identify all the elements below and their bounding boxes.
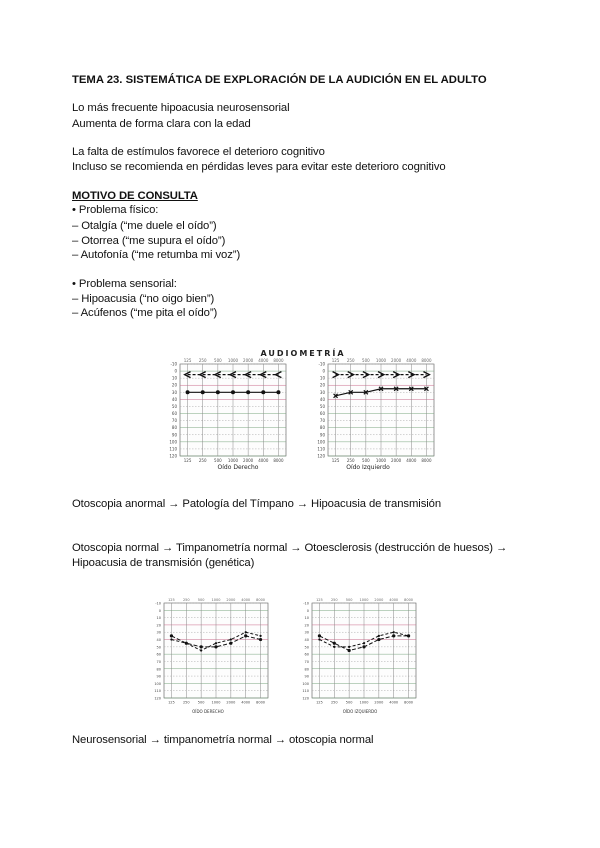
physical-item-otalgia: – Otalgía (“me duele el oído”) <box>72 220 217 232</box>
x-tick-label-top: 500 <box>345 598 353 602</box>
y-tick-label: 100 <box>154 681 161 686</box>
sensorial-item-hipoacusia: – Hipoacusia (“no oigo bien”) <box>72 293 215 305</box>
y-tick-label: 50 <box>171 403 177 409</box>
intro-line-1: Lo más frecuente hipoacusia neurosensorial <box>72 102 290 114</box>
x-tick-label-top: 4000 <box>241 598 251 602</box>
otosclerosis-left-ear <box>302 598 416 705</box>
y-tick-label: 40 <box>156 638 161 643</box>
data-point <box>215 642 217 644</box>
audiogram-right-ear-caption: Oído Derecho <box>217 464 259 471</box>
y-tick-label: 90 <box>304 674 309 679</box>
data-point <box>318 638 320 640</box>
otosclerosis-right-ear <box>154 598 268 705</box>
x-tick-label-top: 2000 <box>374 598 384 602</box>
data-point <box>276 390 280 394</box>
cognitive-line-1: La falta de estímulos favorece el deterioro cognitivo <box>72 146 325 158</box>
x-tick-label: 500 <box>345 700 353 705</box>
x-tick-label: 500 <box>362 458 370 463</box>
x-tick-label-top: 250 <box>182 598 190 602</box>
otosclerosis-figure <box>148 595 438 720</box>
y-tick-label: -10 <box>303 601 309 606</box>
otosclerosis-right-caption: OÍDO DERECHO <box>192 709 224 714</box>
y-tick-label: 110 <box>169 446 177 452</box>
x-tick-label: 125 <box>183 458 192 463</box>
y-tick-label: 60 <box>304 652 309 657</box>
audiogram-left-ear <box>317 358 434 463</box>
x-tick-label-top: 2000 <box>226 598 236 602</box>
y-tick-label: 100 <box>169 439 177 445</box>
x-tick-label: 2000 <box>226 700 236 705</box>
y-tick-label: 100 <box>317 439 325 445</box>
data-point <box>392 634 395 637</box>
audiogram-left-ear-caption: Oído Izquierdo <box>346 464 390 471</box>
x-tick-label: 1000 <box>375 458 387 463</box>
data-point <box>333 642 336 645</box>
data-point <box>214 645 217 648</box>
y-tick-label: 30 <box>304 630 309 635</box>
x-tick-label-top: 125 <box>316 598 323 602</box>
physical-header: • Problema físico: <box>72 204 159 216</box>
intro-line-2: Aumenta de forma clara con la edad <box>72 118 251 130</box>
x-tick-label-top: 8000 <box>404 598 414 602</box>
x-tick-label-top: 8000 <box>273 358 284 363</box>
otosclerosis-left-caption: OÍDO IZQUIERDO <box>342 709 378 714</box>
x-tick-label-top: 250 <box>198 358 207 363</box>
y-tick-label: 40 <box>304 638 309 643</box>
y-tick-label: 90 <box>156 674 161 679</box>
x-tick-label: 250 <box>198 458 207 463</box>
x-tick-label: 2000 <box>374 700 384 705</box>
y-tick-label: 120 <box>317 453 325 459</box>
y-tick-label: 60 <box>156 652 161 657</box>
x-tick-label: 1000 <box>211 700 221 705</box>
sensorial-header: • Problema sensorial: <box>72 278 177 290</box>
y-tick-label: 0 <box>158 608 161 613</box>
y-tick-label: 30 <box>319 389 325 395</box>
physical-item-autofonia: – Autofonía (“me retumba mi voz”) <box>72 249 241 261</box>
statement-otoscopia-normal-1: Otoscopia normal → Timpanometría normal → Otoesclerosis (destrucción de huesos) → <box>72 542 508 554</box>
data-point <box>246 390 250 394</box>
x-tick-label: 1000 <box>359 700 369 705</box>
y-tick-label: 80 <box>171 425 177 431</box>
y-tick-label: 110 <box>302 689 309 694</box>
data-point <box>201 390 205 394</box>
y-tick-label: -10 <box>155 601 161 606</box>
x-tick-label: 4000 <box>406 458 417 463</box>
data-point <box>230 638 232 640</box>
x-tick-label: 2000 <box>391 458 402 463</box>
x-tick-label: 8000 <box>273 458 284 463</box>
data-point <box>170 634 173 637</box>
x-tick-label: 500 <box>214 458 222 463</box>
y-tick-label: 10 <box>156 616 161 621</box>
page-title: TEMA 23. SISTEMÁTICA DE EXPLORACIÓN DE LA AUDICIÓN EN EL ADULTO <box>72 74 487 86</box>
y-tick-label: 80 <box>304 667 309 672</box>
data-point <box>393 631 395 633</box>
data-point <box>229 642 232 645</box>
x-tick-label: 8000 <box>256 700 266 705</box>
x-tick-label: 4000 <box>258 458 269 463</box>
x-tick-label-top: 2000 <box>243 358 254 363</box>
y-tick-label: 20 <box>156 623 161 628</box>
x-tick-label: 8000 <box>421 458 432 463</box>
y-tick-label: 40 <box>171 396 177 402</box>
y-tick-label: 70 <box>171 418 177 424</box>
x-tick-label-top: 8000 <box>256 598 266 602</box>
x-tick-label-top: 1000 <box>211 598 221 602</box>
data-point <box>245 631 247 633</box>
statement-neurosensorial: Neurosensorial → timpanometría normal → otoscopia normal <box>72 734 374 746</box>
data-point <box>318 634 321 637</box>
y-tick-label: -10 <box>318 361 325 367</box>
audiometry-heading: AUDIOMETRÍA <box>260 349 346 358</box>
y-tick-label: 10 <box>171 375 177 381</box>
y-tick-label: 70 <box>319 418 325 424</box>
y-tick-label: 10 <box>304 616 309 621</box>
data-point <box>362 645 365 648</box>
data-point <box>244 634 247 637</box>
x-tick-label: 250 <box>330 700 338 705</box>
y-tick-label: 70 <box>304 659 309 664</box>
y-tick-label: 60 <box>319 411 325 417</box>
x-tick-label: 250 <box>346 458 355 463</box>
y-tick-label: 50 <box>156 645 161 650</box>
data-point <box>261 390 265 394</box>
x-tick-label-top: 250 <box>330 598 338 602</box>
data-point <box>348 646 350 648</box>
x-tick-label-top: 125 <box>331 358 340 363</box>
cognitive-line-2: Incluso se recomienda en pérdidas leves para evitar este deterioro cognitivo <box>72 161 446 173</box>
x-tick-label-top: 4000 <box>406 358 417 363</box>
y-tick-label: 30 <box>171 389 177 395</box>
y-tick-label: 50 <box>319 403 325 409</box>
y-tick-label: 110 <box>317 446 325 452</box>
y-tick-label: 0 <box>306 608 309 613</box>
y-tick-label: 110 <box>154 689 161 694</box>
x-tick-label-top: 1000 <box>359 598 369 602</box>
x-tick-label: 500 <box>197 700 205 705</box>
x-tick-label-top: 125 <box>168 598 175 602</box>
y-tick-label: 0 <box>322 368 325 374</box>
x-tick-label: 4000 <box>241 700 251 705</box>
x-tick-label: 2000 <box>243 458 254 463</box>
y-tick-label: 120 <box>169 453 177 459</box>
data-point <box>186 390 190 394</box>
y-tick-label: 60 <box>171 411 177 417</box>
x-tick-label-top: 1000 <box>227 358 239 363</box>
data-point <box>348 649 351 652</box>
data-point <box>200 645 203 648</box>
x-tick-label-top: 125 <box>183 358 192 363</box>
data-point <box>216 390 220 394</box>
x-tick-label-top: 500 <box>214 358 222 363</box>
x-tick-label-top: 4000 <box>258 358 269 363</box>
y-tick-label: 120 <box>154 696 161 701</box>
y-tick-label: 0 <box>174 368 177 374</box>
y-tick-label: 20 <box>319 382 325 388</box>
physical-item-otorrea: – Otorrea (“me supura el oído”) <box>72 235 226 247</box>
data-point <box>231 390 235 394</box>
y-tick-label: 30 <box>156 630 161 635</box>
sensorial-item-acufenos: – Acúfenos (“me pita el oído”) <box>72 307 218 319</box>
y-tick-label: 80 <box>319 425 325 431</box>
statement-otoscopia-anormal: Otoscopia anormal → Patología del Tímpano → Hipoacusia de transmisión <box>72 498 442 510</box>
x-tick-label-top: 4000 <box>389 598 399 602</box>
data-point <box>363 642 365 644</box>
y-tick-label: 90 <box>319 432 325 438</box>
x-tick-label: 125 <box>316 700 323 705</box>
x-tick-label-top: 500 <box>197 598 205 602</box>
y-tick-label: 80 <box>156 667 161 672</box>
y-tick-label: 10 <box>319 375 325 381</box>
x-tick-label: 125 <box>168 700 175 705</box>
audiogram-right-ear <box>169 358 286 463</box>
x-tick-label-top: 1000 <box>375 358 387 363</box>
y-tick-label: 120 <box>302 696 309 701</box>
y-tick-label: 40 <box>319 396 325 402</box>
section-title: MOTIVO DE CONSULTA <box>72 190 198 202</box>
data-point <box>407 635 409 637</box>
data-point <box>170 638 172 640</box>
data-point <box>200 649 202 651</box>
y-tick-label: 50 <box>304 645 309 650</box>
x-tick-label: 4000 <box>389 700 399 705</box>
data-point <box>377 638 380 641</box>
x-tick-label-top: 500 <box>362 358 370 363</box>
statement-otoscopia-normal-2: Hipoacusia de transmisión (genética) <box>72 557 255 569</box>
audiometry-figure <box>158 336 448 474</box>
data-point <box>333 646 335 648</box>
x-tick-label-top: 8000 <box>421 358 432 363</box>
x-tick-label: 250 <box>182 700 190 705</box>
data-point <box>259 638 262 641</box>
y-tick-label: 70 <box>156 659 161 664</box>
y-tick-label: 20 <box>171 382 177 388</box>
y-tick-label: 100 <box>302 681 309 686</box>
data-point <box>378 635 380 637</box>
x-tick-label: 1000 <box>227 458 239 463</box>
x-tick-label-top: 2000 <box>391 358 402 363</box>
data-point <box>259 635 261 637</box>
y-tick-label: 20 <box>304 623 309 628</box>
data-point <box>185 642 187 644</box>
x-tick-label: 125 <box>331 458 340 463</box>
x-tick-label: 8000 <box>404 700 414 705</box>
y-tick-label: 90 <box>171 432 177 438</box>
x-tick-label-top: 250 <box>346 358 355 363</box>
y-tick-label: -10 <box>170 361 177 367</box>
